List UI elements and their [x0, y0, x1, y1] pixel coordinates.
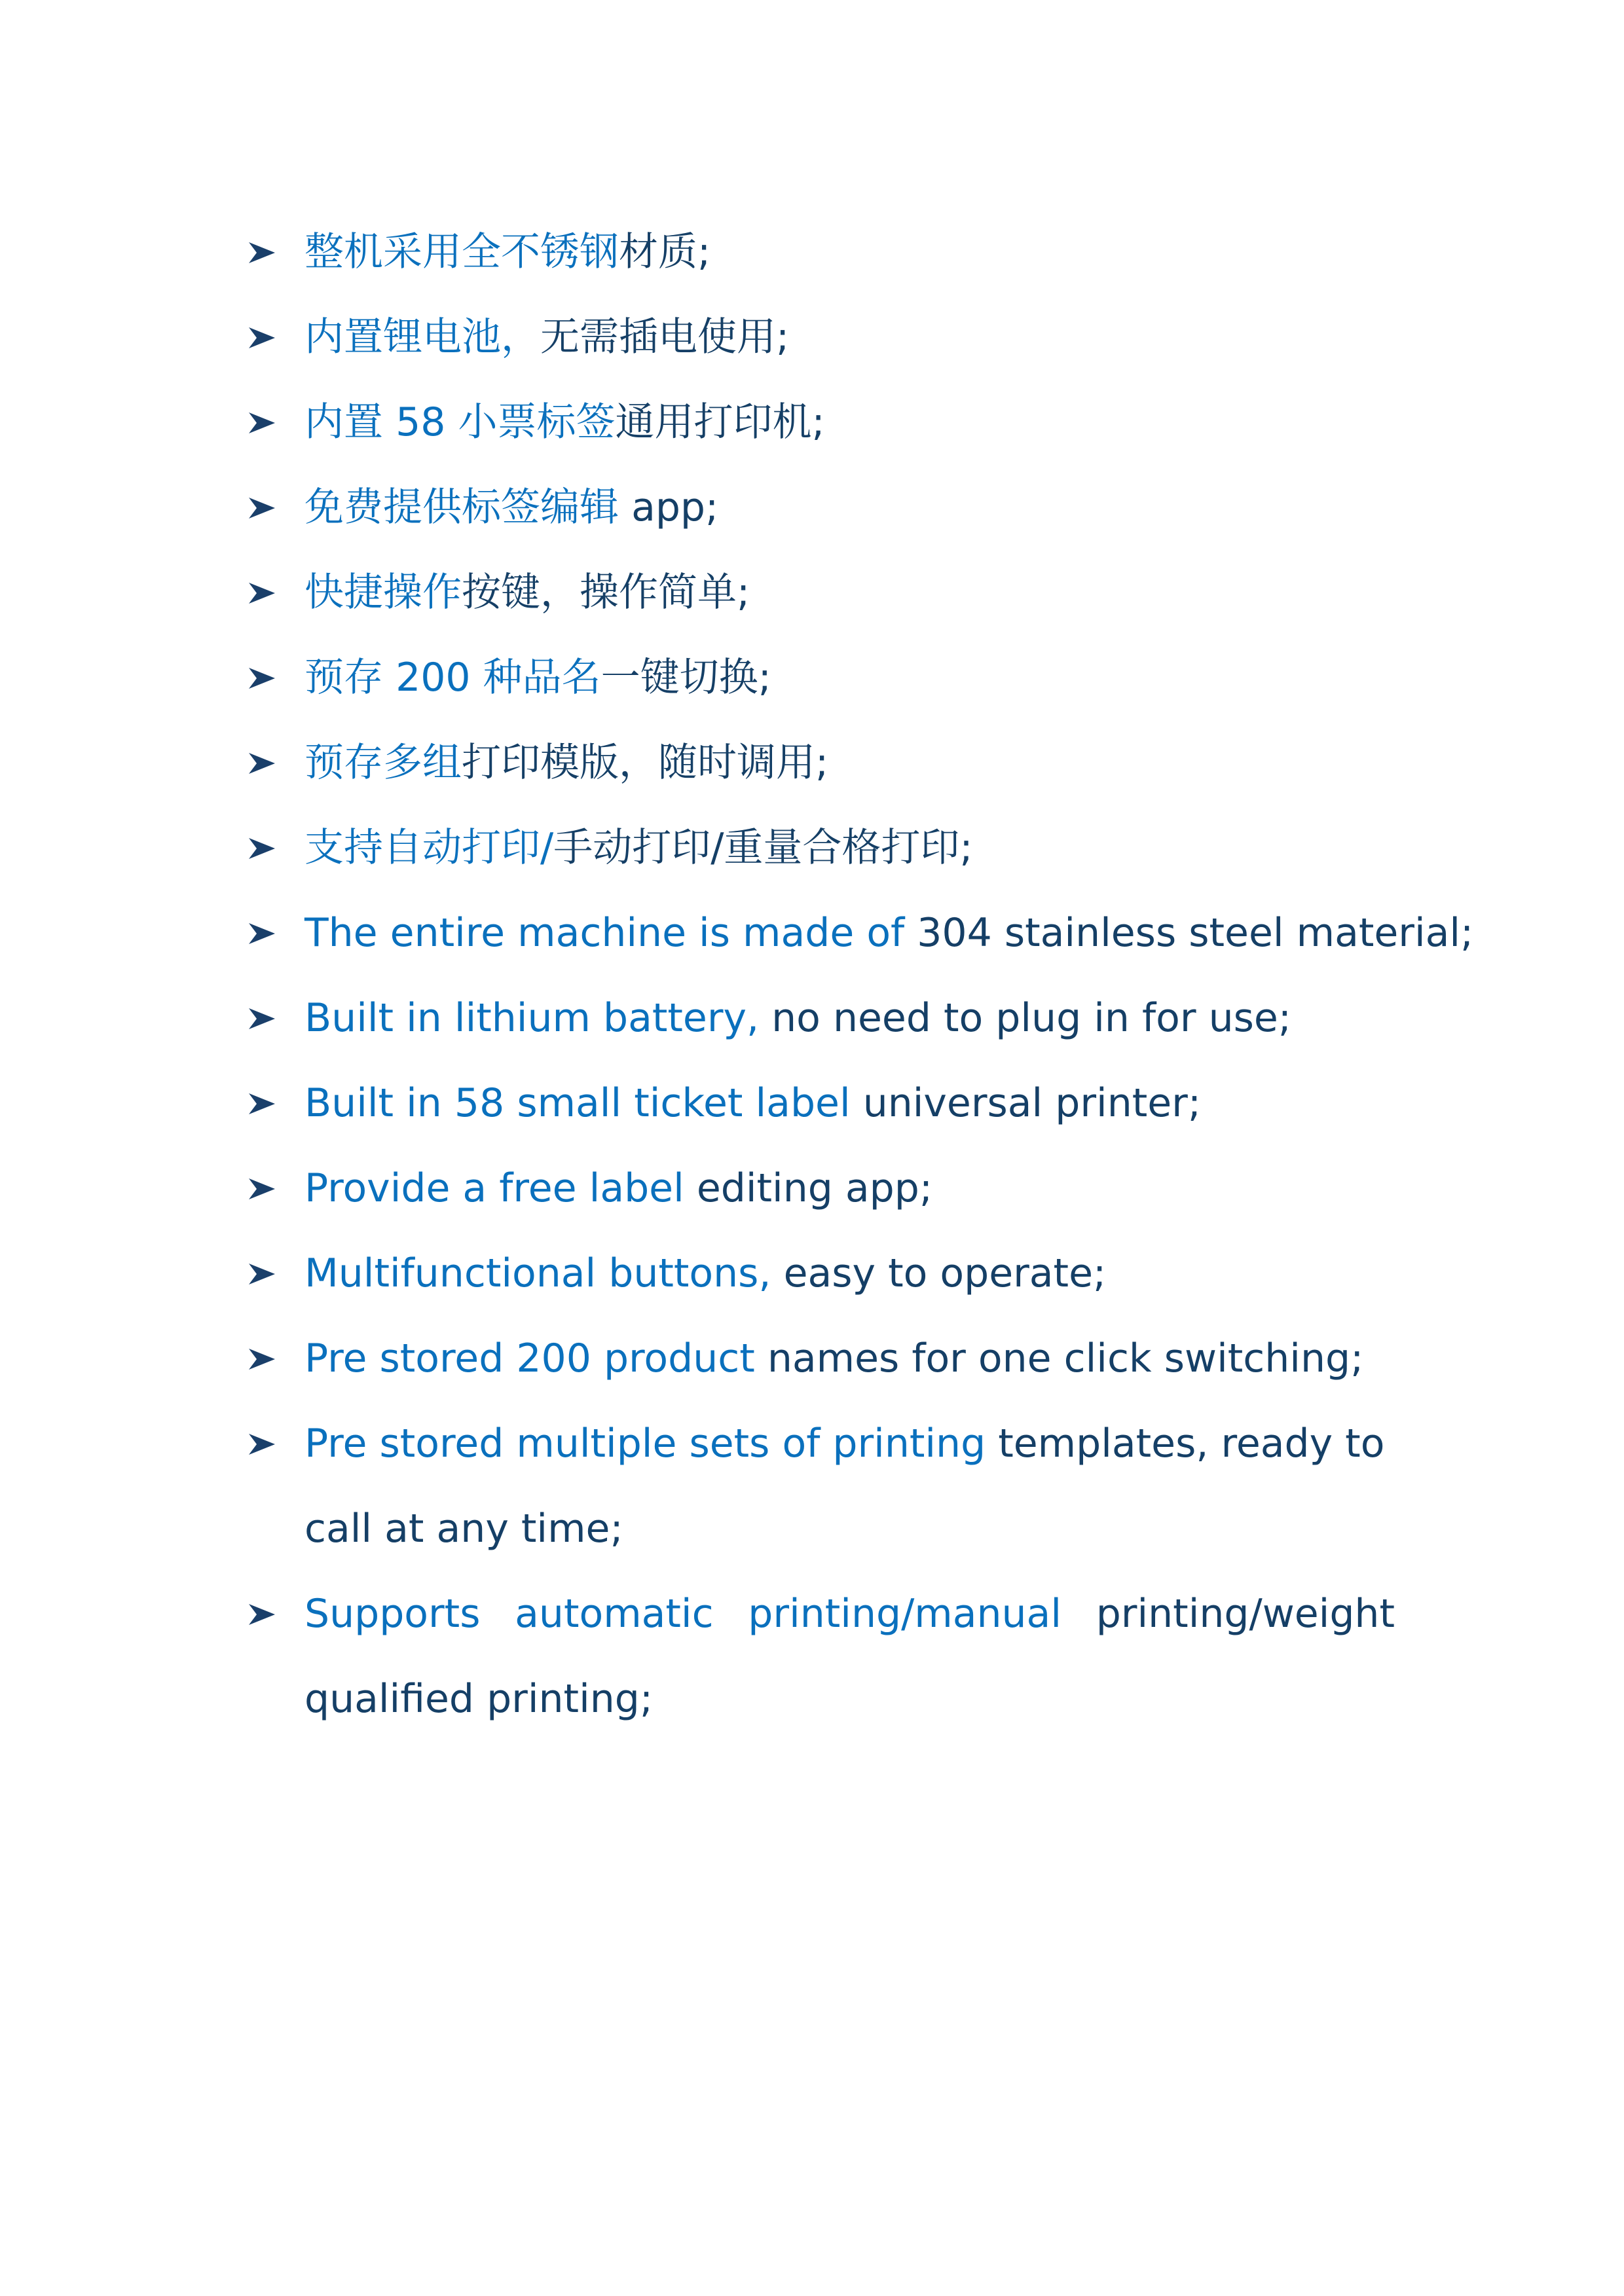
feature-list-item: [242, 295, 1395, 380]
arrowhead-bullet-icon: [242, 720, 282, 805]
feature-text-highlight: 预存多组: [304, 740, 462, 786]
arrowhead-bullet-icon: [242, 1571, 282, 1656]
arrowhead-bullet-icon: [242, 1401, 282, 1486]
feature-text: [304, 1231, 1395, 1316]
feature-list-item: [242, 1061, 1395, 1146]
arrowhead-bullet-icon: [242, 890, 282, 975]
feature-list-item: [242, 210, 1395, 295]
feature-text-rest: 手动打印/重量合格打印;: [553, 825, 973, 871]
feature-text-rest: templates, ready to call at any time;: [304, 1421, 1385, 1552]
feature-text-highlight: Built in lithium battery,: [304, 995, 772, 1041]
feature-text: [304, 1401, 1395, 1571]
feature-list-item: [242, 1231, 1395, 1316]
arrowhead-bullet-icon: [242, 550, 282, 635]
feature-text-rest: app;: [619, 484, 719, 530]
feature-text-highlight: 快捷操作: [304, 570, 462, 615]
feature-text: [304, 805, 1395, 890]
arrowhead-bullet-icon: [242, 805, 282, 890]
feature-list-item: [242, 465, 1395, 550]
feature-text: [304, 975, 1395, 1061]
feature-text-rest: 304 stainless steel material;: [917, 910, 1474, 956]
feature-text-highlight: 预存 200 种品名: [304, 655, 601, 701]
feature-text-rest: 通用打印机;: [615, 399, 825, 445]
feature-text-highlight: Built in 58 small ticket label: [304, 1080, 863, 1126]
arrowhead-bullet-icon: [242, 635, 282, 720]
feature-text-rest: printing/weight qualified printing;: [304, 1591, 1395, 1722]
feature-text: [304, 380, 1395, 465]
feature-text-highlight: 免费提供标签编辑: [304, 484, 619, 530]
arrowhead-bullet-icon: [242, 1316, 282, 1401]
feature-text-highlight: 支持自动打印/: [304, 825, 554, 871]
feature-text-rest: 一键切换;: [600, 655, 771, 701]
feature-list-item: [242, 720, 1395, 805]
feature-text-rest: names for one click switching;: [767, 1336, 1364, 1381]
feature-text-rest: 无需插电使用;: [540, 314, 790, 360]
feature-list-item: [242, 890, 1474, 975]
arrowhead-bullet-icon: [242, 1231, 282, 1316]
feature-text-rest: 材质;: [619, 229, 711, 275]
feature-list-item: [242, 975, 1395, 1061]
feature-text: [304, 550, 1395, 635]
feature-text-rest: universal printer;: [862, 1080, 1202, 1126]
feature-text: [304, 210, 1395, 295]
feature-list-item: [242, 1401, 1395, 1571]
arrowhead-bullet-icon: [242, 465, 282, 550]
feature-text-rest: editing app;: [696, 1165, 933, 1211]
feature-text: [304, 890, 1474, 975]
feature-text-highlight: 内置 58 小票标签: [304, 399, 616, 445]
feature-bullet-list: [242, 210, 1474, 1741]
feature-text-highlight: The entire machine is made of: [304, 910, 917, 956]
feature-list-item: [242, 1146, 1395, 1231]
arrowhead-bullet-icon: [242, 380, 282, 465]
feature-text: [304, 1061, 1395, 1146]
feature-text-highlight: Supports automatic printing/manual: [304, 1591, 1096, 1637]
arrowhead-bullet-icon: [242, 210, 282, 295]
feature-list-item: [242, 550, 1395, 635]
feature-text-highlight: Provide a free label: [304, 1165, 697, 1211]
feature-text-highlight: Pre stored 200 product: [304, 1336, 767, 1381]
feature-text-highlight: 整机采用全不锈钢: [304, 229, 619, 275]
feature-text: [304, 1146, 1395, 1231]
arrowhead-bullet-icon: [242, 1061, 282, 1146]
feature-text-highlight: 内置锂电池，: [304, 314, 540, 360]
feature-list-item: [242, 380, 1395, 465]
feature-text-highlight: Multifunctional buttons,: [304, 1250, 784, 1296]
feature-text-rest: easy to operate;: [783, 1250, 1107, 1296]
feature-text-rest: no need to plug in for use;: [771, 995, 1291, 1041]
arrowhead-bullet-icon: [242, 295, 282, 380]
feature-text: [304, 1316, 1395, 1401]
feature-text-rest: 打印模版，随时调用;: [462, 740, 829, 786]
feature-text-highlight: Pre stored multiple sets of printing: [304, 1421, 999, 1467]
feature-text-rest: 按键，操作简单;: [462, 570, 750, 615]
feature-list-item: [242, 805, 1395, 890]
feature-text: [304, 1571, 1395, 1741]
feature-list-item: [242, 635, 1395, 720]
feature-text: [304, 465, 1395, 550]
feature-text: [304, 635, 1395, 720]
feature-text: [304, 295, 1395, 380]
arrowhead-bullet-icon: [242, 975, 282, 1061]
feature-list-item: [242, 1571, 1395, 1741]
feature-text: [304, 720, 1395, 805]
feature-list-item: [242, 1316, 1395, 1401]
arrowhead-bullet-icon: [242, 1146, 282, 1231]
